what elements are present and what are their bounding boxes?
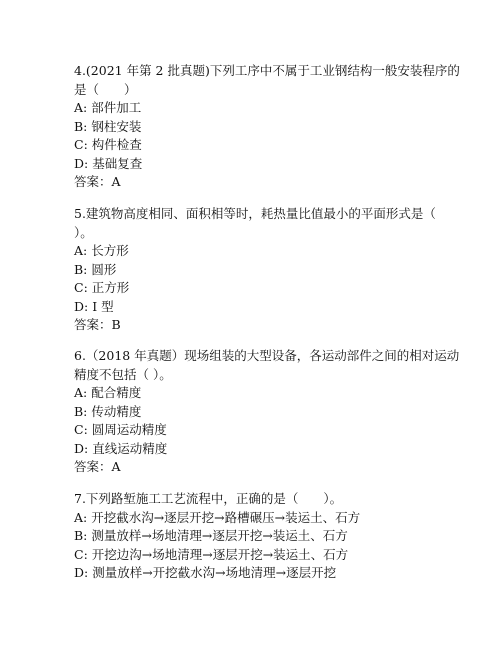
option-c: C: 构件检查 (74, 137, 142, 152)
answer-line: 答案：A (74, 174, 121, 189)
option-b: B: 圆形 (74, 261, 117, 277)
option-d: D: 直线运动精度 (74, 440, 168, 456)
question-stem-line: 5.建筑物高度相同、面积相等时，耗热量比值最小的平面形式是（ (74, 206, 436, 221)
question-stem-line: 4.(2021 年第 2 批真题)下列工序中不属于工业钢结构一般安装程序的 (74, 63, 460, 78)
option-a: A: 长方形 (74, 243, 129, 258)
option-b: B: 钢柱安装 (74, 118, 142, 134)
question-stem-line: 6.（2018 年真题）现场组装的大型设备，各运动部件之间的相对运动 (74, 348, 460, 363)
question-stem-line: 7.下列路堑施工工艺流程中，正确的是（ ）。 (74, 491, 343, 506)
option-a: A: 配合精度 (74, 385, 142, 400)
option-d: D: 测量放样→开挖截水沟→场地清理→逐层开挖 (74, 565, 337, 580)
question-4 (74, 62, 460, 192)
option-b: B: 传动精度 (74, 403, 142, 419)
question-5 (74, 205, 444, 335)
question-7 (74, 490, 444, 583)
question-stem-line: 精度不包括（ ）。 (74, 366, 172, 382)
option-b: B: 测量放样→场地清理→逐层开挖→装运土、石方 (74, 528, 348, 543)
answer-line: 答案：B (74, 317, 121, 332)
option-a: A: 开挖截水沟→逐层开挖→路槽碾压→装运土、石方 (74, 509, 361, 525)
option-d: D: I 型 (74, 298, 114, 314)
question-stem-line: 是（ ） (74, 81, 137, 97)
option-c: C: 正方形 (74, 280, 130, 295)
question-stem-line: ）。 (74, 224, 93, 240)
answer-line: 答案：A (74, 459, 121, 474)
question-6 (74, 347, 460, 477)
option-c: C: 开挖边沟→场地清理→逐层开挖→装运土、石方 (74, 546, 349, 562)
option-d: D: 基础复查 (74, 155, 143, 171)
option-c: C: 圆周运动精度 (74, 422, 167, 437)
option-a: A: 部件加工 (74, 100, 142, 115)
